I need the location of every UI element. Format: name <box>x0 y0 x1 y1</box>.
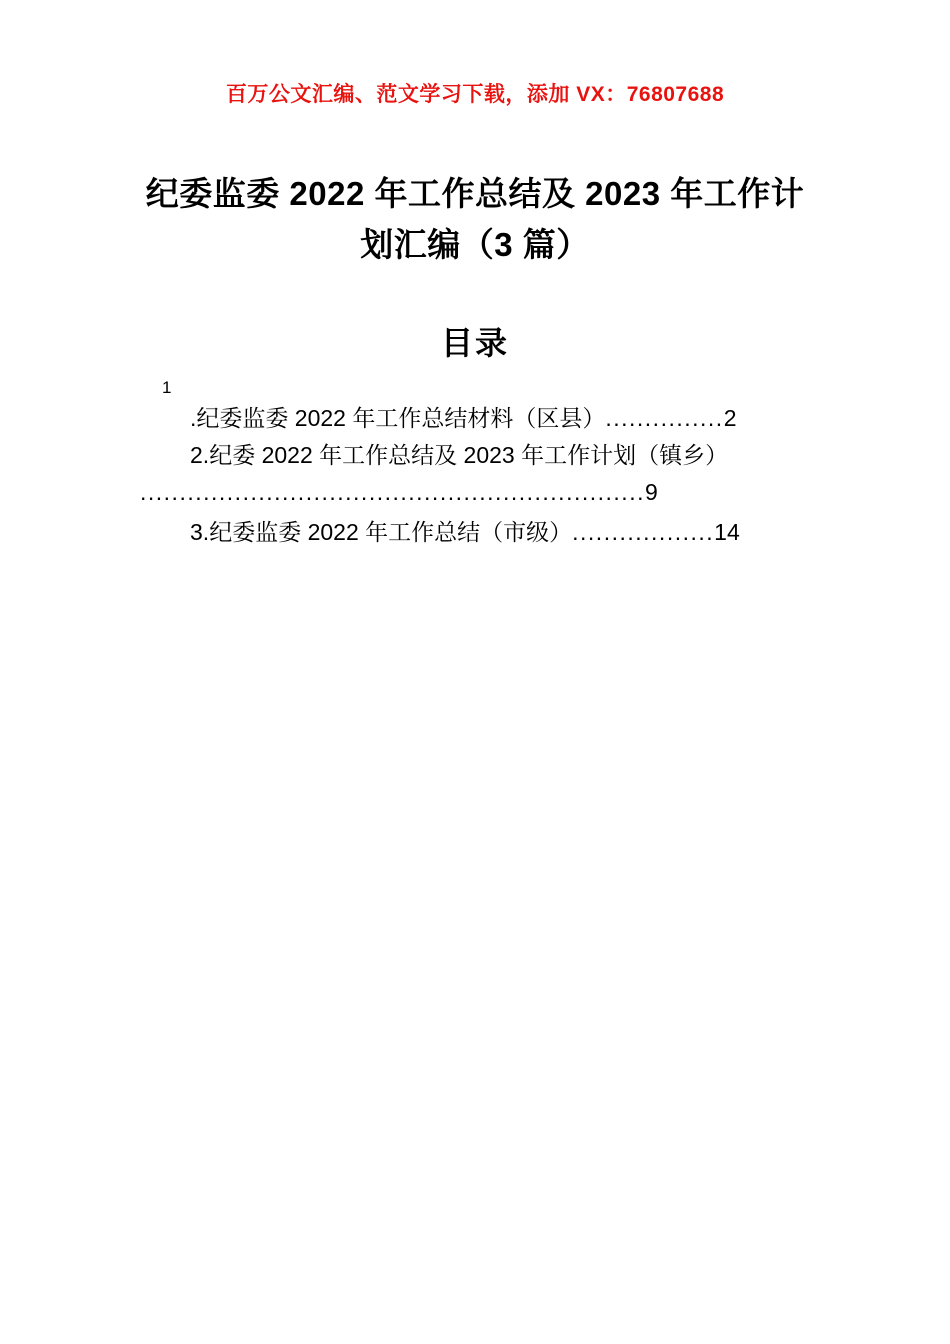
toc-entry-title: 纪委 2022 年工作总结及 2023 年工作计划（镇乡） <box>209 442 729 468</box>
toc-entry-title: 纪委监委 2022 年工作总结（市级） <box>209 518 573 545</box>
toc-entry-number: 1 <box>162 378 172 397</box>
toc-entry-leaders: ............... <box>605 404 724 431</box>
table-of-contents <box>140 375 812 551</box>
toc-entry[interactable] <box>140 437 812 512</box>
page-title: 纪委监委 2022 年工作总结及 2023 年工作计划汇编（3 篇） <box>145 175 805 264</box>
toc-entry-separator: . <box>202 518 210 545</box>
toc-entry-page: 9 <box>644 479 658 506</box>
toc-entry-separator: . <box>202 442 210 468</box>
toc-entry-leaders: ................................................................ <box>140 479 645 506</box>
toc-entry-leaders: .................. <box>572 518 715 545</box>
toc-entry-page: 2 <box>723 404 737 431</box>
toc-entry-number: 3 <box>190 518 203 545</box>
toc-entry-number: 2 <box>190 442 203 468</box>
promo-banner-text: 百万公文汇编、范文学习下载，添加 VX：76807688 <box>225 83 725 106</box>
toc-entry-page: 14 <box>714 518 740 545</box>
toc-entry[interactable] <box>140 514 812 551</box>
toc-heading: 目录 <box>440 325 509 361</box>
toc-entry-separator: . <box>190 404 197 431</box>
toc-entry[interactable] <box>140 375 812 435</box>
toc-entry-title: 纪委监委 2022 年工作总结材料（区县） <box>196 404 606 431</box>
